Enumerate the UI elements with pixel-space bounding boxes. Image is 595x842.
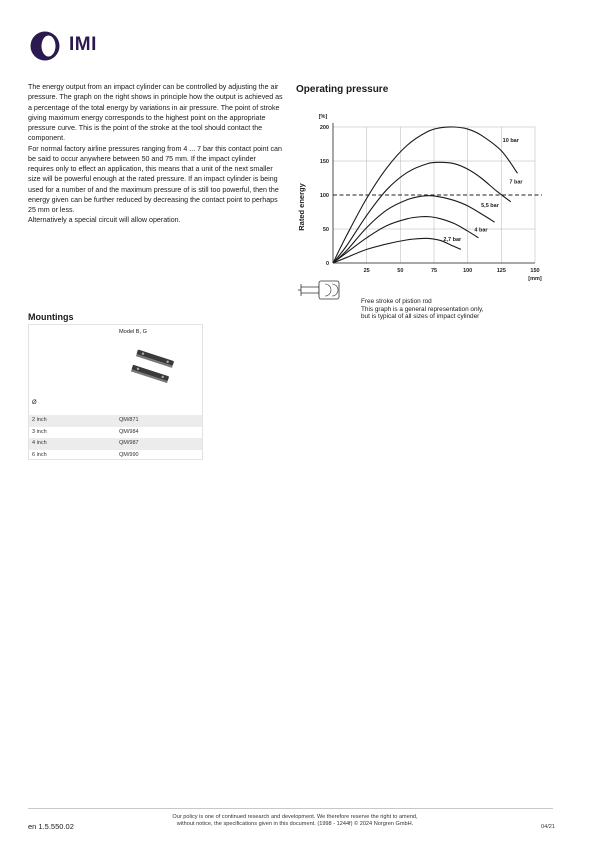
x-tick-label: 25 — [363, 268, 370, 274]
operating-pressure-chart — [290, 100, 560, 300]
model-header: Model B, G — [119, 329, 147, 335]
intro-text — [28, 82, 283, 226]
x-unit-label: [mm] — [528, 276, 542, 282]
series-label: 2,7 bar — [443, 237, 462, 244]
page-number: 04/21 — [541, 824, 555, 830]
chart-note-line-3: but is typical of all sizes of impact cylinder — [361, 313, 480, 321]
row-size: 6 inch — [32, 451, 47, 458]
row-size: 3 inch — [32, 428, 47, 435]
series-label: 10 bar — [502, 137, 519, 144]
row-code: QM/990 — [119, 451, 139, 458]
row-size: 4 inch — [32, 440, 47, 446]
intro-paragraph-2: For normal factory airline pressures ranging from 4 ... 7 bar this contact point can be said to occur anywhere between 50 and 75 mm. If the impact cylinder requires only to effect an application, this means that a unit of the next smaller size will be powerful enough at the rated pressure. If an impact cylinder is being used for a number of and the maximum pressure of is still too powerful, then the energy given can be further reduced by decreasing the contact point to perhaps 25 mm or less. — [28, 144, 282, 214]
y-unit-label: [%] — [318, 114, 328, 120]
series-label: 5,5 bar — [481, 203, 499, 210]
document-code: en 1.5.550.02 — [28, 822, 74, 831]
y-tick-label: 150 — [319, 159, 329, 165]
table-row — [29, 415, 202, 427]
y-tick-label: 50 — [322, 227, 329, 233]
imi-logo-mark-icon — [28, 29, 64, 63]
x-tick-label: 125 — [496, 268, 506, 274]
row-code: QM/984 — [119, 428, 139, 435]
logo-wordmark: IMI — [69, 34, 97, 55]
policy-line-1: Our policy is one of continued research and development. We therefore reserve the right to amend, — [172, 814, 418, 820]
y-axis-label: Rated energy — [297, 183, 306, 231]
x-tick-label: 150 — [530, 268, 540, 274]
chart-note — [361, 298, 483, 321]
y-tick-label: 100 — [319, 193, 329, 199]
chart-grid — [333, 127, 542, 263]
intro-paragraph-3: Alternatively a special circuit will allow operation. — [28, 216, 181, 225]
footer-policy — [130, 814, 460, 829]
table-row — [29, 450, 202, 462]
row-code: QM/987 — [119, 440, 139, 446]
y-tick-label: 0 — [325, 261, 329, 267]
row-size: 2 inch — [32, 417, 47, 423]
chart-canvas — [290, 100, 560, 300]
series-label: 4 bar — [474, 227, 488, 234]
series-line — [333, 162, 511, 263]
mountings-title: Mountings — [28, 312, 74, 322]
table-row — [29, 427, 202, 439]
imi-logo — [28, 29, 108, 63]
row-code: QM/871 — [119, 417, 139, 423]
piston-rod-icon — [298, 281, 339, 299]
x-tick-label: 100 — [463, 268, 473, 274]
series-label: 7 bar — [509, 179, 523, 186]
chart-note-line-2: This graph is a general representation only, — [361, 305, 484, 313]
x-tick-label: 75 — [430, 268, 438, 274]
chart-note-line-1: Free stroke of pistion rod — [361, 298, 432, 305]
table-row — [29, 438, 202, 450]
mountings-table — [28, 324, 203, 460]
footer-divider — [28, 808, 553, 809]
mounting-bracket-image — [129, 349, 177, 387]
chart-heading: Operating pressure — [296, 84, 389, 95]
policy-line-2: without notice, the specifications given in this document. (1998 - 1244f) © 2024 Norgren GmbH. — [176, 821, 414, 828]
series-line — [333, 238, 461, 263]
x-tick-label: 50 — [397, 268, 404, 274]
diameter-header: Ø — [32, 400, 37, 406]
intro-paragraph-1: The energy output from an impact cylinder can be controlled by adjusting the air pressure. The graph on the right shows in principle how the output is achieved as a percentage of the total energy by variations in air pressure. The point of stroke giving maximum energy corresponds to the highest point on the appropriate pressure curve. This is the point of the stroke at the tool should contact the component. — [28, 83, 283, 143]
y-tick-label: 200 — [319, 125, 329, 131]
